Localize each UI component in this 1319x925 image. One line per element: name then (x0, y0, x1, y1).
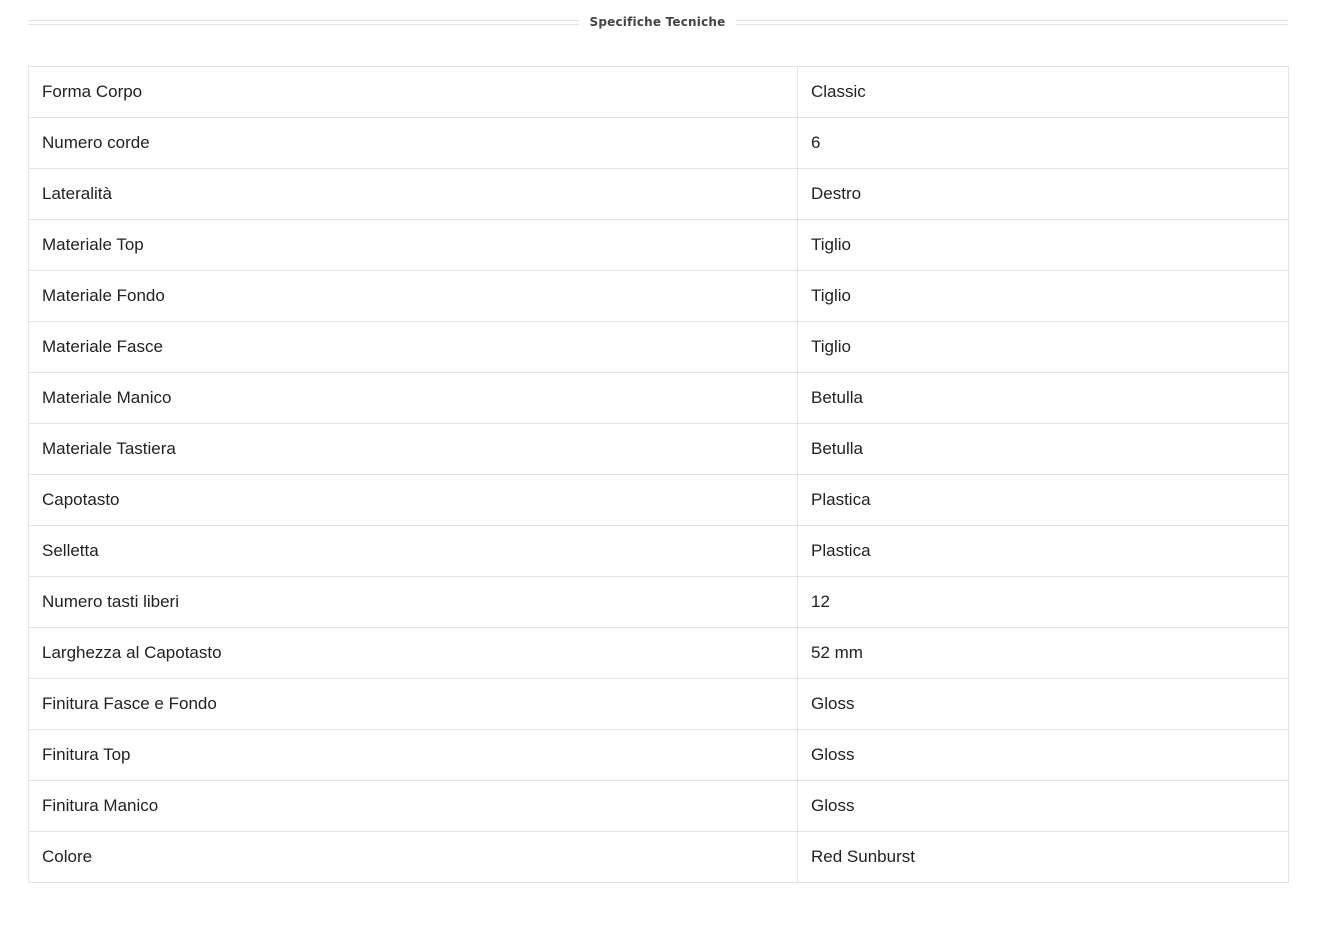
spec-row (29, 220, 1289, 271)
spec-value: 12 (798, 577, 1289, 628)
spec-row (29, 628, 1289, 679)
spec-row (29, 526, 1289, 577)
spec-value: Red Sunburst (798, 832, 1289, 883)
spec-value: Plastica (798, 475, 1289, 526)
spec-value: Gloss (798, 730, 1289, 781)
spec-value: Gloss (798, 781, 1289, 832)
spec-row (29, 781, 1289, 832)
spec-row (29, 118, 1289, 169)
spec-row (29, 322, 1289, 373)
spec-row (29, 373, 1289, 424)
spec-label: Materiale Manico (29, 373, 798, 424)
spec-label: Finitura Top (29, 730, 798, 781)
spec-label: Finitura Manico (29, 781, 798, 832)
spec-row (29, 730, 1289, 781)
spec-label: Colore (29, 832, 798, 883)
spec-value: Tiglio (798, 322, 1289, 373)
spec-label: Materiale Tastiera (29, 424, 798, 475)
spec-value: Classic (798, 67, 1289, 118)
spec-label: Finitura Fasce e Fondo (29, 679, 798, 730)
spec-value: Betulla (798, 373, 1289, 424)
spec-row (29, 679, 1289, 730)
section-title: Specifiche Tecniche (589, 15, 726, 29)
spec-row (29, 169, 1289, 220)
spec-value: Plastica (798, 526, 1289, 577)
spec-label: Capotasto (29, 475, 798, 526)
spec-value: Destro (798, 169, 1289, 220)
specs-table (28, 66, 1289, 883)
section-heading (28, 12, 1288, 34)
spec-label: Numero tasti liberi (29, 577, 798, 628)
spec-value: 6 (798, 118, 1289, 169)
spec-value: Tiglio (798, 220, 1289, 271)
heading-rule-right (736, 20, 1288, 25)
spec-label: Larghezza al Capotasto (29, 628, 798, 679)
spec-value: Gloss (798, 679, 1289, 730)
spec-label: Materiale Top (29, 220, 798, 271)
spec-row (29, 271, 1289, 322)
spec-row (29, 424, 1289, 475)
spec-label: Numero corde (29, 118, 798, 169)
spec-label: Materiale Fondo (29, 271, 798, 322)
spec-row (29, 832, 1289, 883)
spec-row (29, 577, 1289, 628)
heading-rule-left (28, 20, 579, 25)
spec-label: Selletta (29, 526, 798, 577)
spec-value: Betulla (798, 424, 1289, 475)
spec-row (29, 67, 1289, 118)
spec-label: Lateralità (29, 169, 798, 220)
spec-label: Materiale Fasce (29, 322, 798, 373)
spec-value: Tiglio (798, 271, 1289, 322)
spec-label: Forma Corpo (29, 67, 798, 118)
spec-row (29, 475, 1289, 526)
spec-value: 52 mm (798, 628, 1289, 679)
